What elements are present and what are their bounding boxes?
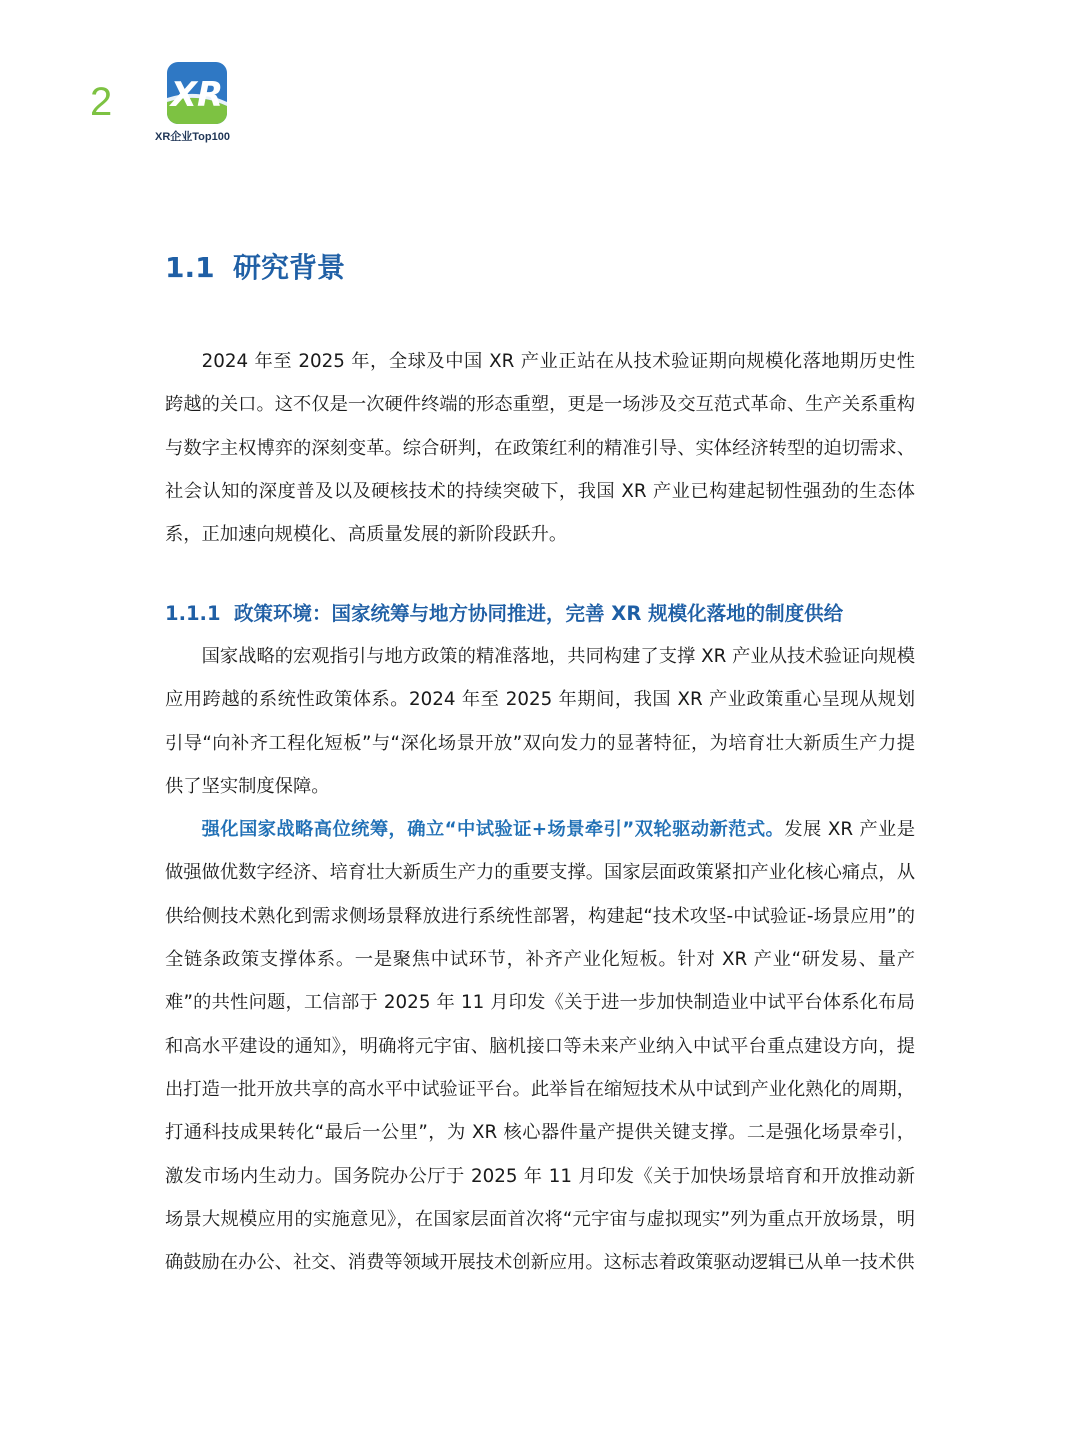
policy-paragraph-1: 国家战略的宏观指引与地方政策的精准落地，共同构建了支撑 XR 产业从技术验证向规模应用跨越的系统性政策体系。2024 年至 2025 年期间，我国 XR 产业政策重心呈现从规划引导“向补齐工程化短板”与“深化场景开放”双向发力的显著特征，为培育壮大新质生产力提供了坚实制度保障。 <box>165 646 915 797</box>
subsection-title-text: 政策环境：国家统筹与地方协同推进，完善 XR 规模化落地的制度供给 <box>234 602 844 625</box>
policy-block <box>165 635 915 1284</box>
subsection-title <box>165 594 843 634</box>
subsection-number: 1.1.1 <box>165 602 221 625</box>
section-title-text: 研究背景 <box>233 251 346 284</box>
paragraph-lead-sentence: 强化国家战略高位统筹，确立“中试验证+场景牵引”双轮驱动新范式。 <box>201 819 785 841</box>
intro-paragraph: 2024 年至 2025 年，全球及中国 XR 产业正站在从技术验证期向规模化落地期历史性跨越的关口。这不仅是一次硬件终端的形态重塑，更是一场涉及交互范式革命、生产关系重构与数字主权博弈的深刻变革。综合研判，在政策红利的精准引导、实体经济转型的迫切需求、社会认知的深度普及以及硬核技术的持续突破下，我国 XR 产业已构建起韧性强劲的生态体系，正加速向规模化、高质量发展的新阶段跃升。 <box>165 351 915 546</box>
intro-block <box>165 340 915 556</box>
svg-text:XR: XR <box>170 75 224 115</box>
policy-paragraph-2 <box>165 808 915 1284</box>
section-number: 1.1 <box>165 251 215 284</box>
xr-logo-icon <box>167 62 227 124</box>
section-title <box>165 248 345 288</box>
xr-logo <box>155 62 245 148</box>
logo-caption: XR企业Top100 <box>155 131 230 143</box>
page-number: 2 <box>90 80 113 124</box>
paragraph-body: 发展 XR 产业是做强做优数字经济、培育壮大新质生产力的重要支撑。国家层面政策紧扣产业化核心痛点，从供给侧技术熟化到需求侧场景释放进行系统性部署，构建起“技术攻坚-中试验证-场景应用”的全链条政策支撑体系。一是聚焦中试环节，补齐产业化短板。针对 XR 产业“研发易、量产难”的共性问题，工信部于 2025 年 11 月印发《关于进一步加快制造业中试平台体系化布局和高水平建设的通知》，明确将元宇宙、脑机接口等未来产业纳入中试平台重点建设方向，提出打造一批开放共享的高水平中试验证平台。此举旨在缩短技术从中试到产业化熟化的周期，打通科技成果转化“最后一公里”，为 XR 核心器件量产提供关键支撑。二是强化场景牵引，激发市场内生动力。国务院办公厅于 2025 年 11 月印发《关于加快场景培育和开放推动新场景大规模应用的实施意见》，在国家层面首次将“元宇宙与虚拟现实”列为重点开放场景，明确鼓励在办公、社交、消费等领域开展技术创新应用。这标志着政策驱动逻辑已从单一技术供 <box>165 819 915 1274</box>
